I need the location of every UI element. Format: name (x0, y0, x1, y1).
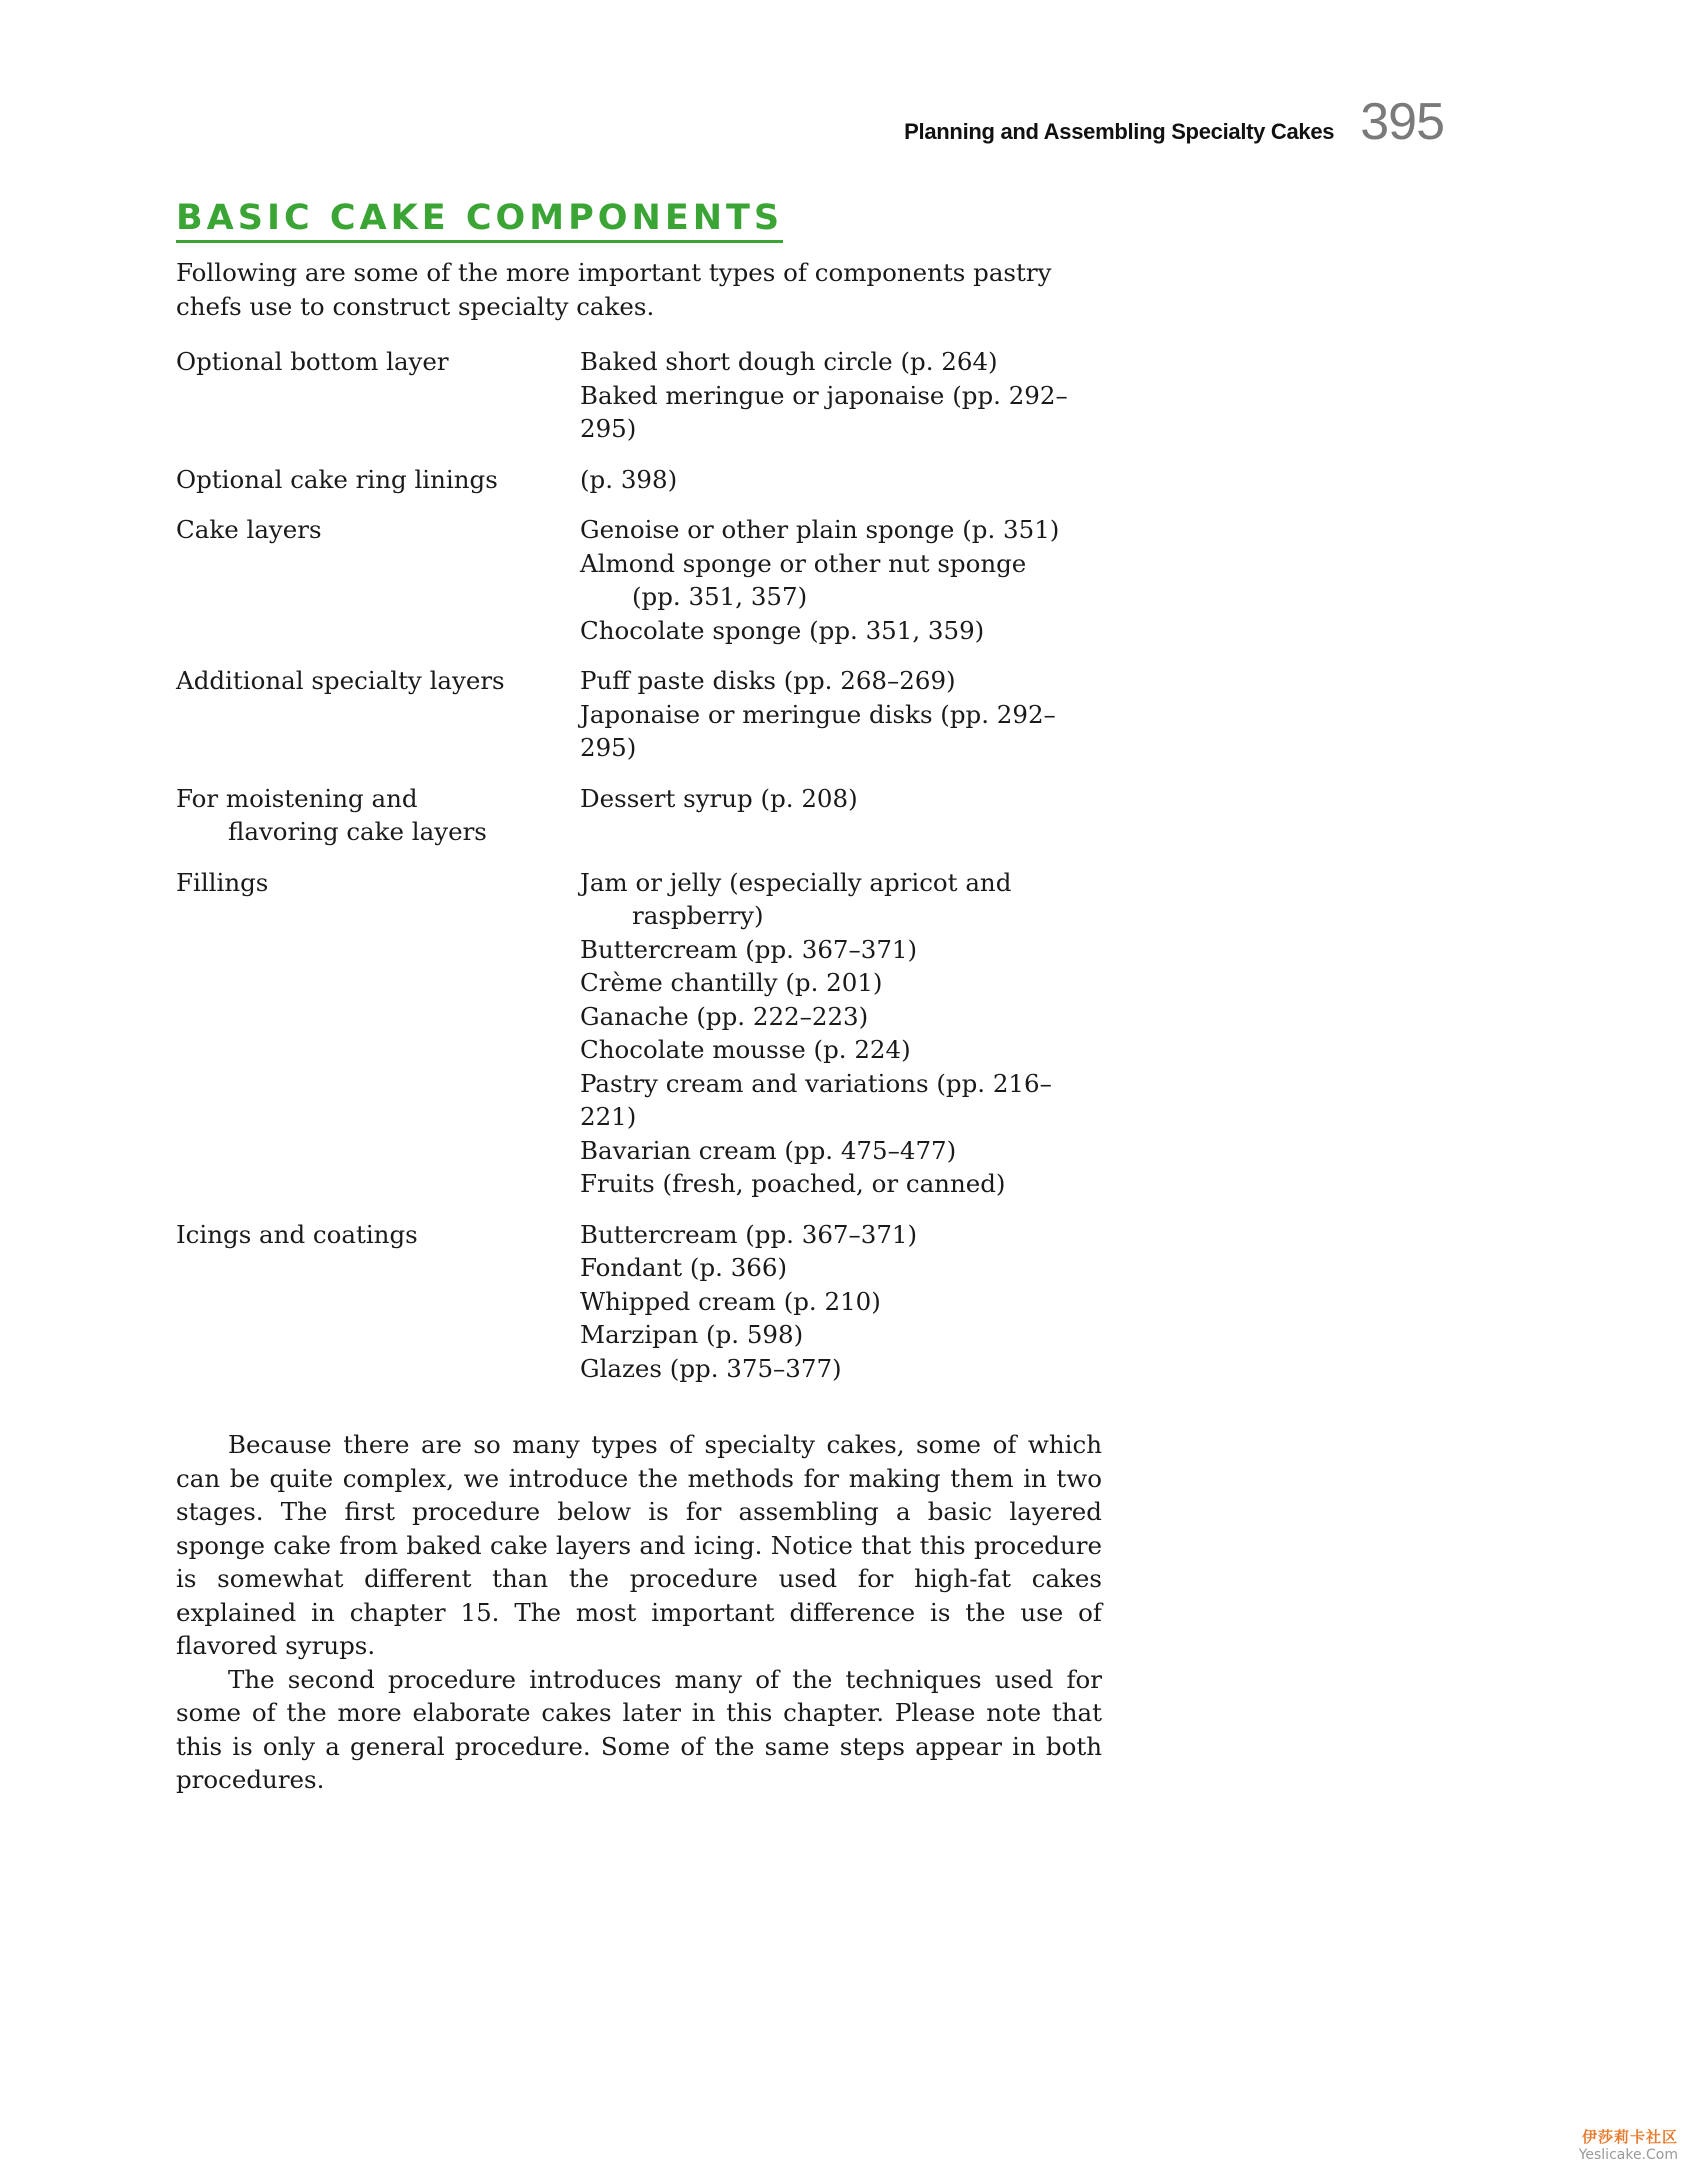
component-item: Japonaise or meringue disks (pp. 292–295) (580, 699, 1056, 762)
component-items (580, 782, 1102, 849)
intro-paragraph: Following are some of the more important types of components pastry chefs use to construct specialty cakes. (176, 258, 1052, 321)
component-item: Pastry cream and variations (pp. 216–221) (580, 1068, 1052, 1131)
component-item: Crème chantilly (p. 201) (580, 968, 883, 997)
component-items (580, 513, 1102, 647)
component-item: Fondant (p. 366) (580, 1253, 788, 1282)
component-item: Fruits (fresh, poached, or canned) (580, 1169, 1006, 1198)
component-row (176, 513, 1102, 647)
component-item: Chocolate sponge (pp. 351, 359) (580, 615, 985, 645)
component-label-line: flavoring cake layers (228, 817, 487, 846)
component-label-line: Cake layers (176, 515, 322, 544)
component-item: Whipped cream (p. 210) (580, 1286, 881, 1316)
watermark-cn: 伊莎莉卡社区 (1581, 2128, 1678, 2146)
body-paragraph: Because there are so many types of specialty cakes, some of which can be quite complex, we introduce the methods for making them in two stages. The first procedure below is for assembling a basic layered sponge cake from baked cake layers and icing. Notice that this procedure is somewhat different than the procedure used for high-fat cakes explained in chapter 15. The most important difference is the use of flavored syrups. (176, 1430, 1102, 1660)
component-items (580, 664, 1102, 765)
component-item: Chocolate mousse (p. 224) (580, 1035, 911, 1064)
component-label (176, 866, 580, 1201)
component-row (176, 866, 1102, 1201)
section-heading: BASIC CAKE COMPONENTS (176, 198, 783, 243)
page-number: 395 (1360, 93, 1444, 151)
component-row (176, 463, 1102, 497)
component-label (176, 345, 580, 446)
component-item: Almond sponge or other nut sponge (580, 548, 1027, 578)
component-label-line: Optional bottom layer (176, 347, 449, 376)
component-row (176, 1218, 1102, 1386)
component-label (176, 1218, 580, 1386)
watermark (1579, 2126, 1678, 2163)
component-label-line: Icings and coatings (176, 1219, 418, 1249)
component-item: Glazes (pp. 375–377) (580, 1353, 842, 1383)
component-item: Marzipan (p. 598) (580, 1320, 804, 1349)
component-item: Ganache (pp. 222–223) (580, 1001, 869, 1031)
running-head (904, 93, 1444, 151)
component-items (580, 1218, 1102, 1386)
component-label (176, 782, 580, 849)
component-item: Puff paste disks (pp. 268–269) (580, 666, 956, 695)
component-item: Baked short dough circle (p. 264) (580, 347, 998, 376)
component-label-line: Fillings (176, 867, 269, 897)
component-label (176, 664, 580, 765)
component-item: (pp. 351, 357) (632, 582, 808, 611)
watermark-en: Yeslicake.Com (1578, 2147, 1678, 2163)
component-row (176, 664, 1102, 765)
component-item: Genoise or other plain sponge (p. 351) (580, 515, 1060, 544)
component-label-line: For moistening and (176, 783, 418, 813)
component-item: Buttercream (pp. 367–371) (580, 934, 918, 964)
page-content (176, 256, 1102, 1797)
component-item: Buttercream (pp. 367–371) (580, 1219, 918, 1249)
component-item: Baked meringue or japonaise (pp. 292–295) (580, 380, 1068, 443)
body-paragraph: The second procedure introduces many of the techniques used for some of the more elaborate cakes later in this chapter. Please note that this is only a general procedure. Some of the same steps appear in both procedures. (176, 1664, 1102, 1794)
component-label (176, 463, 580, 497)
component-items (580, 345, 1102, 446)
component-label (176, 513, 580, 647)
components-list (176, 345, 1102, 1402)
body-text (176, 1428, 1102, 1797)
component-label-line: Optional cake ring linings (176, 464, 498, 494)
component-item: raspberry) (632, 901, 764, 930)
running-title: Planning and Assembling Specialty Cakes (904, 119, 1335, 144)
component-row (176, 782, 1102, 849)
component-label-line: Additional specialty layers (176, 666, 505, 695)
component-items (580, 463, 1102, 497)
component-item: Dessert syrup (p. 208) (580, 783, 858, 813)
component-items (580, 866, 1102, 1201)
component-item: Bavarian cream (pp. 475–477) (580, 1135, 957, 1165)
component-item: Jam or jelly (especially apricot and (580, 867, 1012, 897)
component-row (176, 345, 1102, 446)
component-item: (p. 398) (580, 464, 678, 494)
